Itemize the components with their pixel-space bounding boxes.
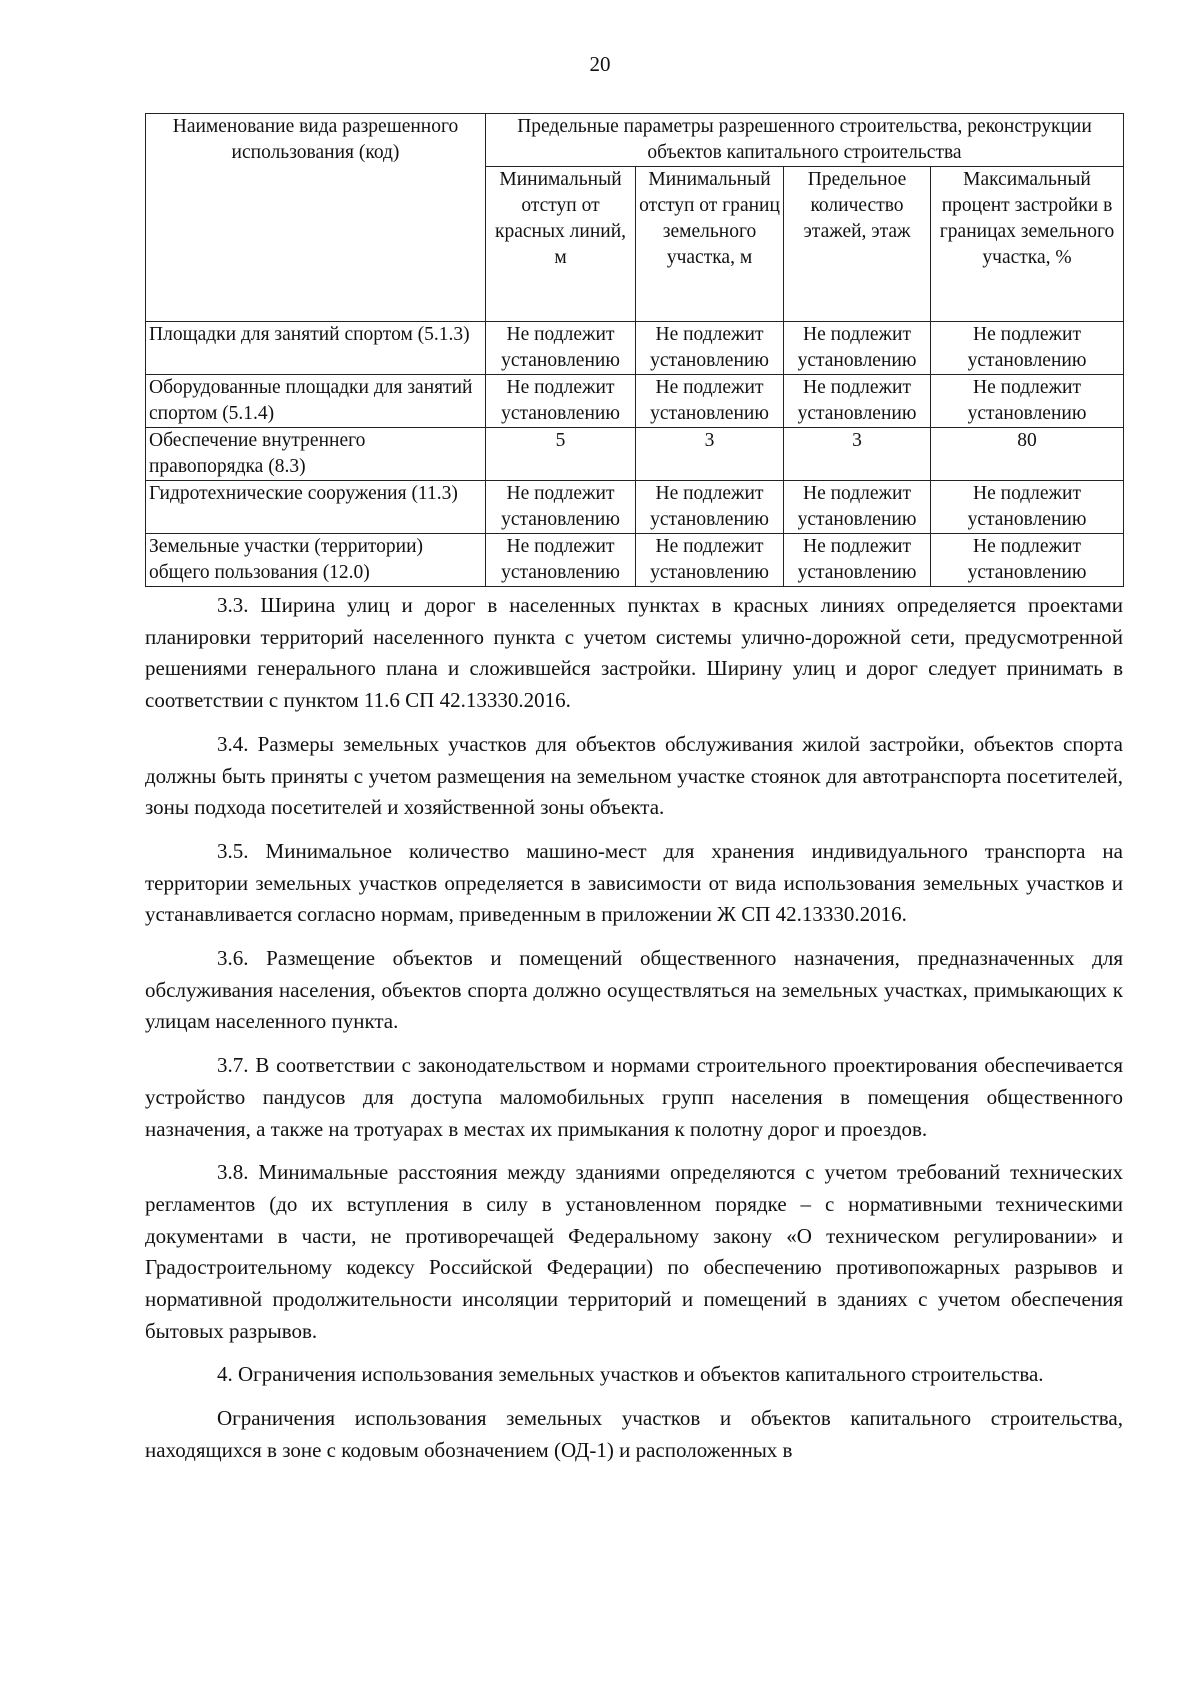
row-name: Площадки для занятий спортом (5.1.3) [146, 322, 486, 375]
paragraph-3-7: 3.7. В соответствии с законодательством и нормами строительного проектирования обеспечивается устройство пандусов для доступа маломобильных групп населения в помещения общественного назначения, а также на тротуарах в местах их примыкания к полотну дорог и проездов. [145, 1053, 1123, 1141]
row-value: Не подлежит установлению [486, 322, 636, 375]
row-value: Не подлежит установлению [784, 375, 931, 428]
row-value: Не подлежит установлению [784, 322, 931, 375]
header-group: Предельные параметры разрешенного строительства, реконструкции объектов капитального строительства [486, 114, 1124, 167]
row-value: Не подлежит установлению [784, 534, 931, 587]
header-col-1: Минимальный отступ от красных линий, м [486, 167, 636, 322]
paragraph-restrictions: Ограничения использования земельных участков и объектов капитального строительства, находящихся в зоне с кодовым обозначением (ОД-1) и расположенных в [145, 1406, 1123, 1462]
row-name: Земельные участки (территории) общего пользования (12.0) [146, 534, 486, 587]
row-value: Не подлежит установлению [931, 322, 1124, 375]
paragraph-3-8: 3.8. Минимальные расстояния между зданиями определяются с учетом требований технических регламентов (до их вступления в силу в установленном порядке – с нормативными техническими документами в части, не противоречащей Федеральному закону «О техническом регулировании» и Градостроительному кодексу Российской Федерации) по обеспечению противопожарных разрывов и нормативной продолжительности инсоляции территорий и помещений в зданиях с учетом обеспечения бытовых разрывов. [145, 1160, 1123, 1343]
row-value: Не подлежит установлению [636, 322, 784, 375]
page-number: 20 [589, 52, 611, 76]
header-col-3: Предельное количество этажей, этаж [784, 167, 931, 322]
header-name: Наименование вида разрешенного использования (код) [146, 114, 486, 322]
table-row [146, 375, 1124, 428]
row-value: Не подлежит установлению [931, 375, 1124, 428]
table-row [146, 428, 1124, 481]
paragraph-3-4: 3.4. Размеры земельных участков для объектов обслуживания жилой застройки, объектов спорта должны быть приняты с учетом размещения на земельном участке стоянок для автотранспорта посетителей, зоны подхода посетителей и хозяйственной зоны объекта. [145, 731, 1123, 820]
row-value: Не подлежит установлению [636, 534, 784, 587]
row-value: 3 [784, 428, 931, 481]
row-value: Не подлежит установлению [784, 481, 931, 534]
body-text [145, 590, 1123, 1479]
paragraph-3-6: 3.6. Размещение объектов и помещений общественного назначения, предназначенных для обслуживания населения, объектов спорта должно осуществляться на земельных участках, примыкающих к улицам населенного пункта. [145, 946, 1123, 1034]
row-value: Не подлежит установлению [636, 375, 784, 428]
parameters-table [145, 113, 1124, 587]
table-row [146, 481, 1124, 534]
table-row [146, 534, 1124, 587]
row-value: 80 [931, 428, 1124, 481]
section-4-heading: 4. Ограничения использования земельных участков и объектов капитального строительства. [217, 1362, 1044, 1387]
row-value: Не подлежит установлению [931, 534, 1124, 587]
paragraph-3-5: 3.5. Минимальное количество машино-мест для хранения индивидуального транспорта на территории земельных участков определяется в зависимости от вида использования земельных участков и устанавливается согласно нормам, приведенным в приложении Ж СП 42.13330.2016. [145, 838, 1123, 927]
row-value: Не подлежит установлению [636, 481, 784, 534]
row-value: Не подлежит установлению [486, 534, 636, 587]
row-name: Обеспечение внутреннего правопорядка (8.3) [146, 428, 486, 481]
row-name: Оборудованные площадки для занятий спортом (5.1.4) [146, 375, 486, 428]
row-name: Гидротехнические сооружения (11.3) [146, 481, 486, 534]
row-value: 3 [636, 428, 784, 481]
row-value: Не подлежит установлению [931, 481, 1124, 534]
table-row [146, 322, 1124, 375]
header-col-4: Максимальный процент застройки в границах земельного участка, % [931, 167, 1124, 322]
header-col-2: Минимальный отступ от границ земельного участка, м [636, 167, 784, 322]
paragraph-3-3: 3.3. Ширина улиц и дорог в населенных пунктах в красных линиях определяется проектами планировки территорий населенного пункта с учетом системы улично-дорожной сети, предусмотренной решениями генерального плана и сложившейся застройки. Ширину улиц и дорог следует принимать в соответствии с пунктом 11.6 СП 42.13330.2016. [145, 593, 1123, 713]
row-value: 5 [486, 428, 636, 481]
row-value: Не подлежит установлению [486, 481, 636, 534]
row-value: Не подлежит установлению [486, 375, 636, 428]
